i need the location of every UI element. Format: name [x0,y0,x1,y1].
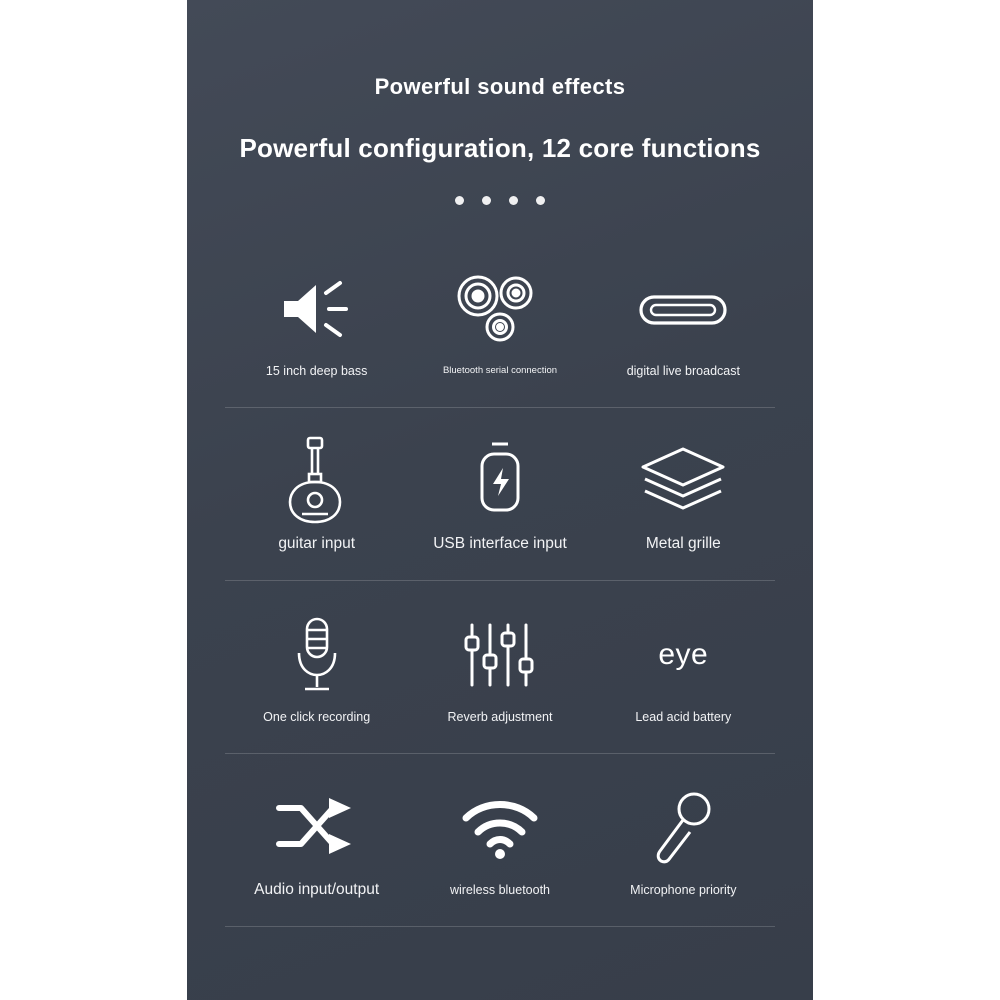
feature-label: USB interface input [433,534,567,552]
feature-cell-deep-bass[interactable] [225,235,408,407]
carousel-dots [187,196,813,205]
wifi-signal-icon [456,787,544,869]
feature-label: Reverb adjustment [447,709,553,724]
feature-label: 15 inch deep bass [265,363,368,378]
feature-cell-metal-grille[interactable] [592,408,775,580]
equalizer-sliders-icon [458,614,542,696]
feature-panel [187,0,813,1000]
feature-row [225,408,775,581]
feature-label: Audio input/output [254,880,380,898]
handheld-microphone-icon [646,787,720,869]
carousel-dot[interactable] [509,196,518,205]
concentric-circles-icon [450,269,550,351]
usb-c-port-icon [635,268,731,350]
feature-grid [187,235,813,927]
feature-cell-guitar-input[interactable] [225,408,408,580]
carousel-dot[interactable] [536,196,545,205]
feature-label: Microphone priority [630,882,737,897]
feature-cell-audio-input-output[interactable] [225,754,408,926]
feature-label: Lead acid battery [635,709,732,724]
feature-row [225,581,775,754]
microphone-stand-icon [289,614,345,696]
feature-label: guitar input [278,534,356,552]
feature-row [225,754,775,927]
usb-power-icon [468,439,532,521]
speaker-volume-icon [274,268,360,350]
feature-label: digital live broadcast [626,363,740,378]
feature-label: One click recording [263,709,371,724]
feature-label: Metal grille [645,534,721,552]
stacked-layers-icon [635,439,731,521]
page-subtitle: Powerful configuration, 12 core functions [239,133,761,163]
feature-cell-one-click-recording[interactable] [225,581,408,753]
feature-cell-microphone-priority[interactable] [592,754,775,926]
carousel-dot[interactable] [482,196,491,205]
shuffle-arrows-icon [271,785,363,867]
page-title: Powerful sound effects [374,74,626,99]
feature-cell-live-broadcast[interactable] [592,235,775,407]
feature-row [225,235,775,408]
eye-text-label: eye [658,637,709,671]
feature-cell-reverb-adjustment[interactable] [408,581,591,753]
feature-cell-wireless-bluetooth[interactable] [408,754,591,926]
feature-label: wireless bluetooth [449,882,551,897]
feature-cell-usb-interface[interactable] [408,408,591,580]
guitar-icon [282,439,352,521]
feature-cell-lead-acid-battery[interactable] [592,581,775,753]
eye-text-icon [658,614,708,696]
feature-label: Bluetooth serial connection [442,365,558,377]
carousel-dot[interactable] [455,196,464,205]
feature-cell-bluetooth-serial[interactable] [408,235,591,407]
